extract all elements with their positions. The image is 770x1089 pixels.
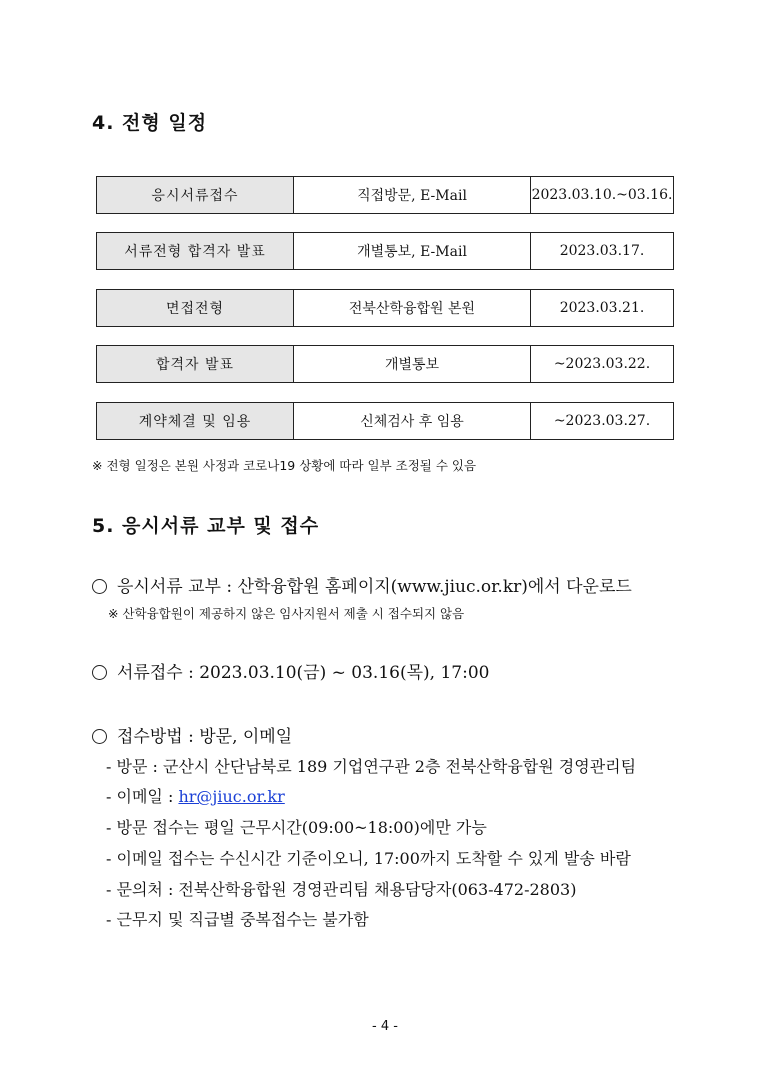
item-text: 응시서류 교부 : 산학융합원 홈페이지(www.jiuc.or.kr)에서 다운로드	[117, 577, 632, 597]
email-link[interactable]: hr@jiuc.or.kr	[178, 787, 285, 806]
schedule-stage: 응시서류접수	[97, 177, 294, 213]
schedule-row	[96, 345, 674, 383]
schedule-stage: 합격자 발표	[97, 346, 294, 382]
schedule-row	[96, 402, 674, 440]
sub-item: - 이메일 접수는 수신시간 기준이오니, 17:00까지 도착할 수 있게 발송 바람	[106, 849, 631, 868]
schedule-method: 신체검사 후 임용	[294, 403, 531, 439]
schedule-method: 직접방문, E-Mail	[294, 177, 531, 213]
item-note: ※ 산학융합원이 제공하지 않은 임사지원서 제출 시 접수되지 않음	[108, 606, 465, 621]
schedule-stage: 면접전형	[97, 290, 294, 326]
section-5-title: 5. 응시서류 교부 및 접수	[92, 515, 320, 537]
schedule-stage: 서류전형 합격자 발표	[97, 233, 294, 269]
bullet-item	[92, 658, 489, 683]
page-number: - 4 -	[372, 1019, 398, 1034]
schedule-date: 2023.03.21.	[559, 300, 645, 316]
circle-bullet-icon	[92, 579, 107, 594]
item-text: 서류접수 : 2023.03.10(금) ~ 03.16(목), 17:00	[117, 663, 490, 683]
sub-item-label: - 이메일 :	[106, 787, 179, 806]
circle-bullet-icon	[92, 729, 107, 744]
sub-item: - 방문 접수는 평일 근무시간(09:00~18:00)에만 가능	[106, 818, 487, 837]
sub-item	[106, 784, 285, 807]
circle-bullet-icon	[92, 665, 107, 680]
bullet-item	[92, 722, 292, 747]
schedule-row	[96, 176, 674, 214]
schedule-method: 개별통보, E-Mail	[294, 233, 531, 269]
sub-item: - 방문 : 군산시 산단남북로 189 기업연구관 2층 전북산학융합원 경영관리팀	[106, 757, 637, 776]
sub-item: - 문의처 : 전북산학융합원 경영관리팀 채용담당자(063-472-2803)	[106, 880, 577, 899]
schedule-date: ~2023.03.27.	[553, 413, 651, 429]
schedule-stage: 계약체결 및 임용	[97, 403, 294, 439]
schedule-date: ~2023.03.22.	[553, 356, 651, 372]
schedule-note: ※ 전형 일정은 본원 사정과 코로나19 상황에 따라 일부 조정될 수 있음	[92, 458, 477, 473]
schedule-date: 2023.03.10.~03.16.	[531, 187, 673, 203]
schedule-row	[96, 289, 674, 327]
item-text: 접수방법 : 방문, 이메일	[117, 727, 293, 747]
schedule-date: 2023.03.17.	[559, 243, 645, 259]
schedule-row	[96, 232, 674, 270]
schedule-method: 개별통보	[294, 346, 531, 382]
schedule-method: 전북산학융합원 본원	[294, 290, 531, 326]
section-4-title: 4. 전형 일정	[92, 112, 208, 134]
bullet-item	[92, 572, 632, 597]
sub-item: - 근무지 및 직급별 중복접수는 불가함	[106, 910, 369, 929]
